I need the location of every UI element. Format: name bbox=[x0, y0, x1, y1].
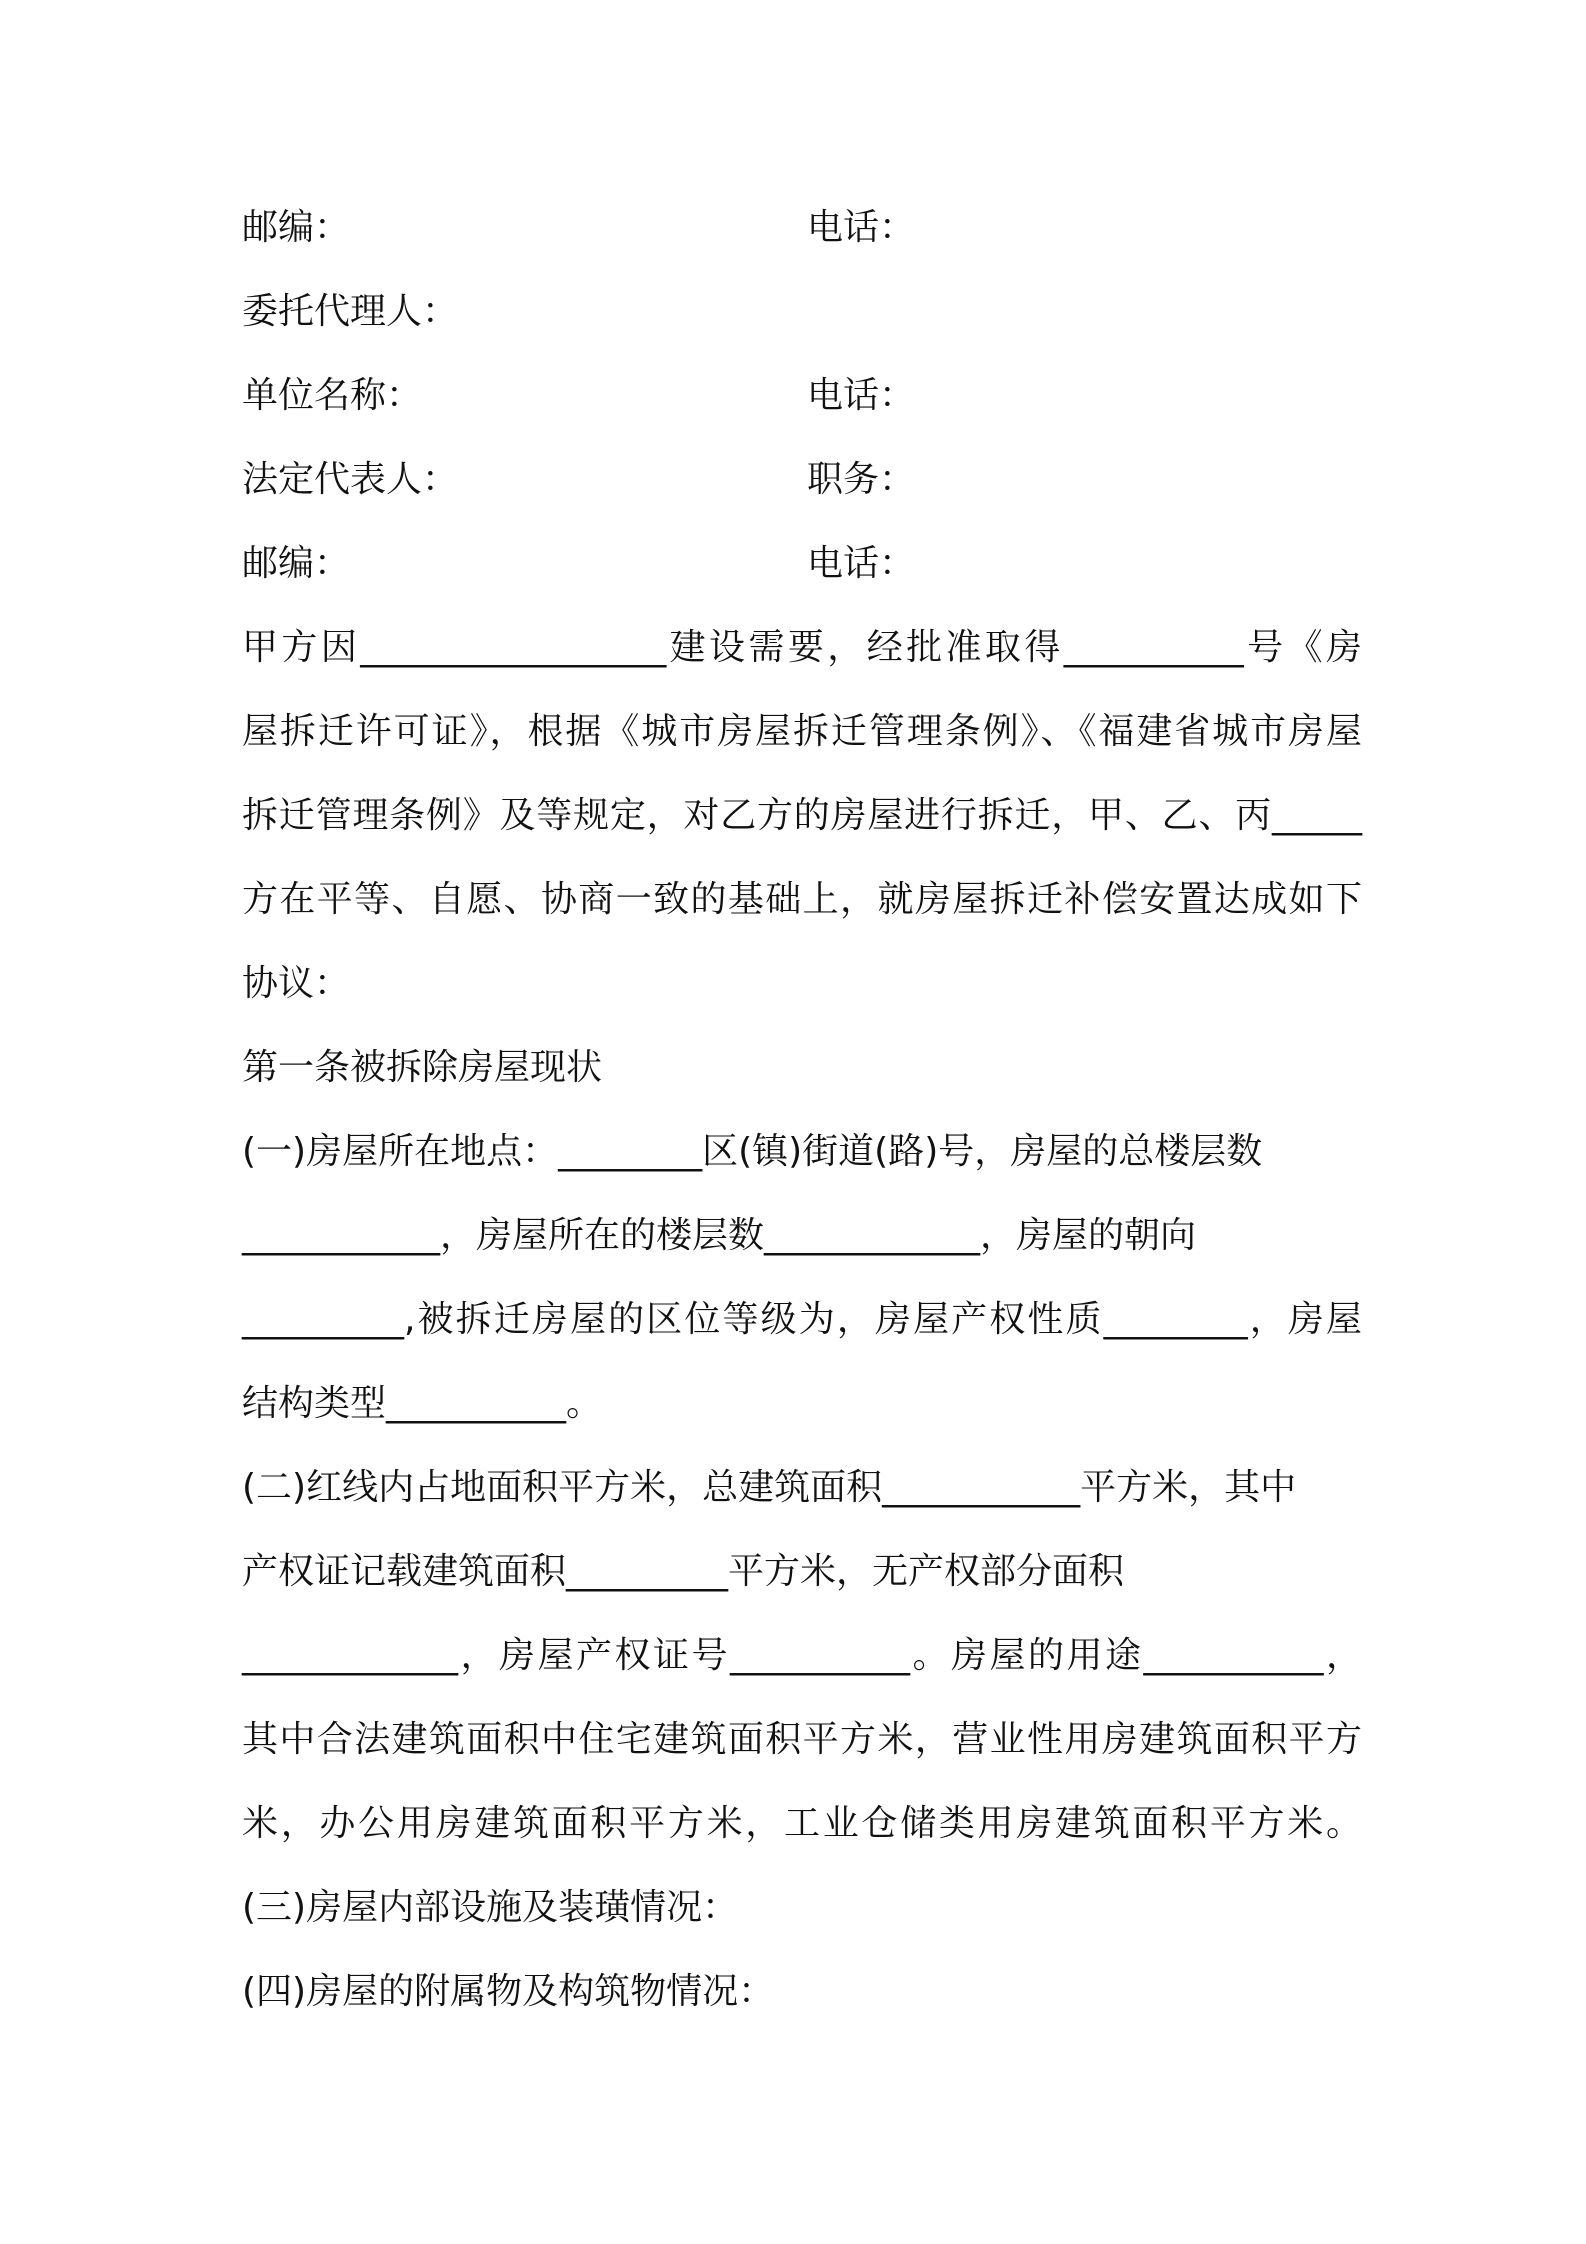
preamble-line: 协议： bbox=[242, 963, 351, 1004]
contact-row bbox=[242, 522, 1362, 606]
preamble-line: 方在平等、自愿、协商一致的基础上，就房屋拆迁补偿安置达成如下 bbox=[242, 879, 1362, 920]
unit-row bbox=[242, 354, 1362, 438]
agent-row bbox=[242, 270, 1362, 354]
legal-rep-label: 法定代表人： bbox=[242, 459, 459, 500]
preamble-line: 拆迁管理条例》及等规定，对乙方的房屋进行拆迁，甲、乙、丙_____ bbox=[242, 795, 1362, 836]
phone-label: 电话： bbox=[807, 375, 916, 416]
phone-label: 电话： bbox=[807, 543, 916, 584]
position-label: 职务： bbox=[807, 459, 916, 500]
clause-line: (二)红线内占地面积平方米，总建筑面积___________平方米，其中 bbox=[242, 1467, 1297, 1508]
phone-label: 电话： bbox=[807, 207, 916, 248]
clause-line: _________,被拆迁房屋的区位等级为，房屋产权性质________，房屋 bbox=[242, 1299, 1362, 1340]
agent-label: 委托代理人： bbox=[242, 291, 459, 332]
unit-name-label: 单位名称： bbox=[242, 375, 423, 416]
clause-line: (四)房屋的附属物及构筑物情况： bbox=[242, 1971, 775, 2012]
preamble-line: 甲方因_________________建设需要，经批准取得__________号《房 bbox=[242, 627, 1362, 668]
clause-line: 结构类型__________。 bbox=[242, 1383, 603, 1424]
article-title: 第一条被拆除房屋现状 bbox=[242, 1047, 603, 1088]
preamble-line: 屋拆迁许可证》，根据《城市房屋拆迁管理条例》、《福建省城市房屋 bbox=[242, 711, 1362, 752]
clause-line: 其中合法建筑面积中住宅建筑面积平方米，营业性用房建筑面积平方 bbox=[242, 1719, 1362, 1760]
clause-line: (三)房屋内部设施及装璜情况： bbox=[242, 1887, 739, 1928]
clause-line: ____________，房屋产权证号__________。房屋的用途__________， bbox=[242, 1635, 1362, 1676]
clause-line: 米，办公用房建筑面积平方米，工业仓储类用房建筑面积平方米。 bbox=[242, 1803, 1362, 1844]
contact-row bbox=[242, 186, 1362, 270]
clause-line: (一)房屋所在地点：________区(镇)街道(路)号，房屋的总楼层数 bbox=[242, 1131, 1263, 1172]
clause-line: ___________，房屋所在的楼层数____________，房屋的朝向 bbox=[242, 1215, 1197, 1256]
clause-line: 产权证记载建筑面积_________平方米，无产权部分面积 bbox=[242, 1551, 1125, 1592]
postcode-label: 邮编： bbox=[242, 207, 351, 248]
legal-rep-row bbox=[242, 438, 1362, 522]
postcode-label: 邮编： bbox=[242, 543, 351, 584]
